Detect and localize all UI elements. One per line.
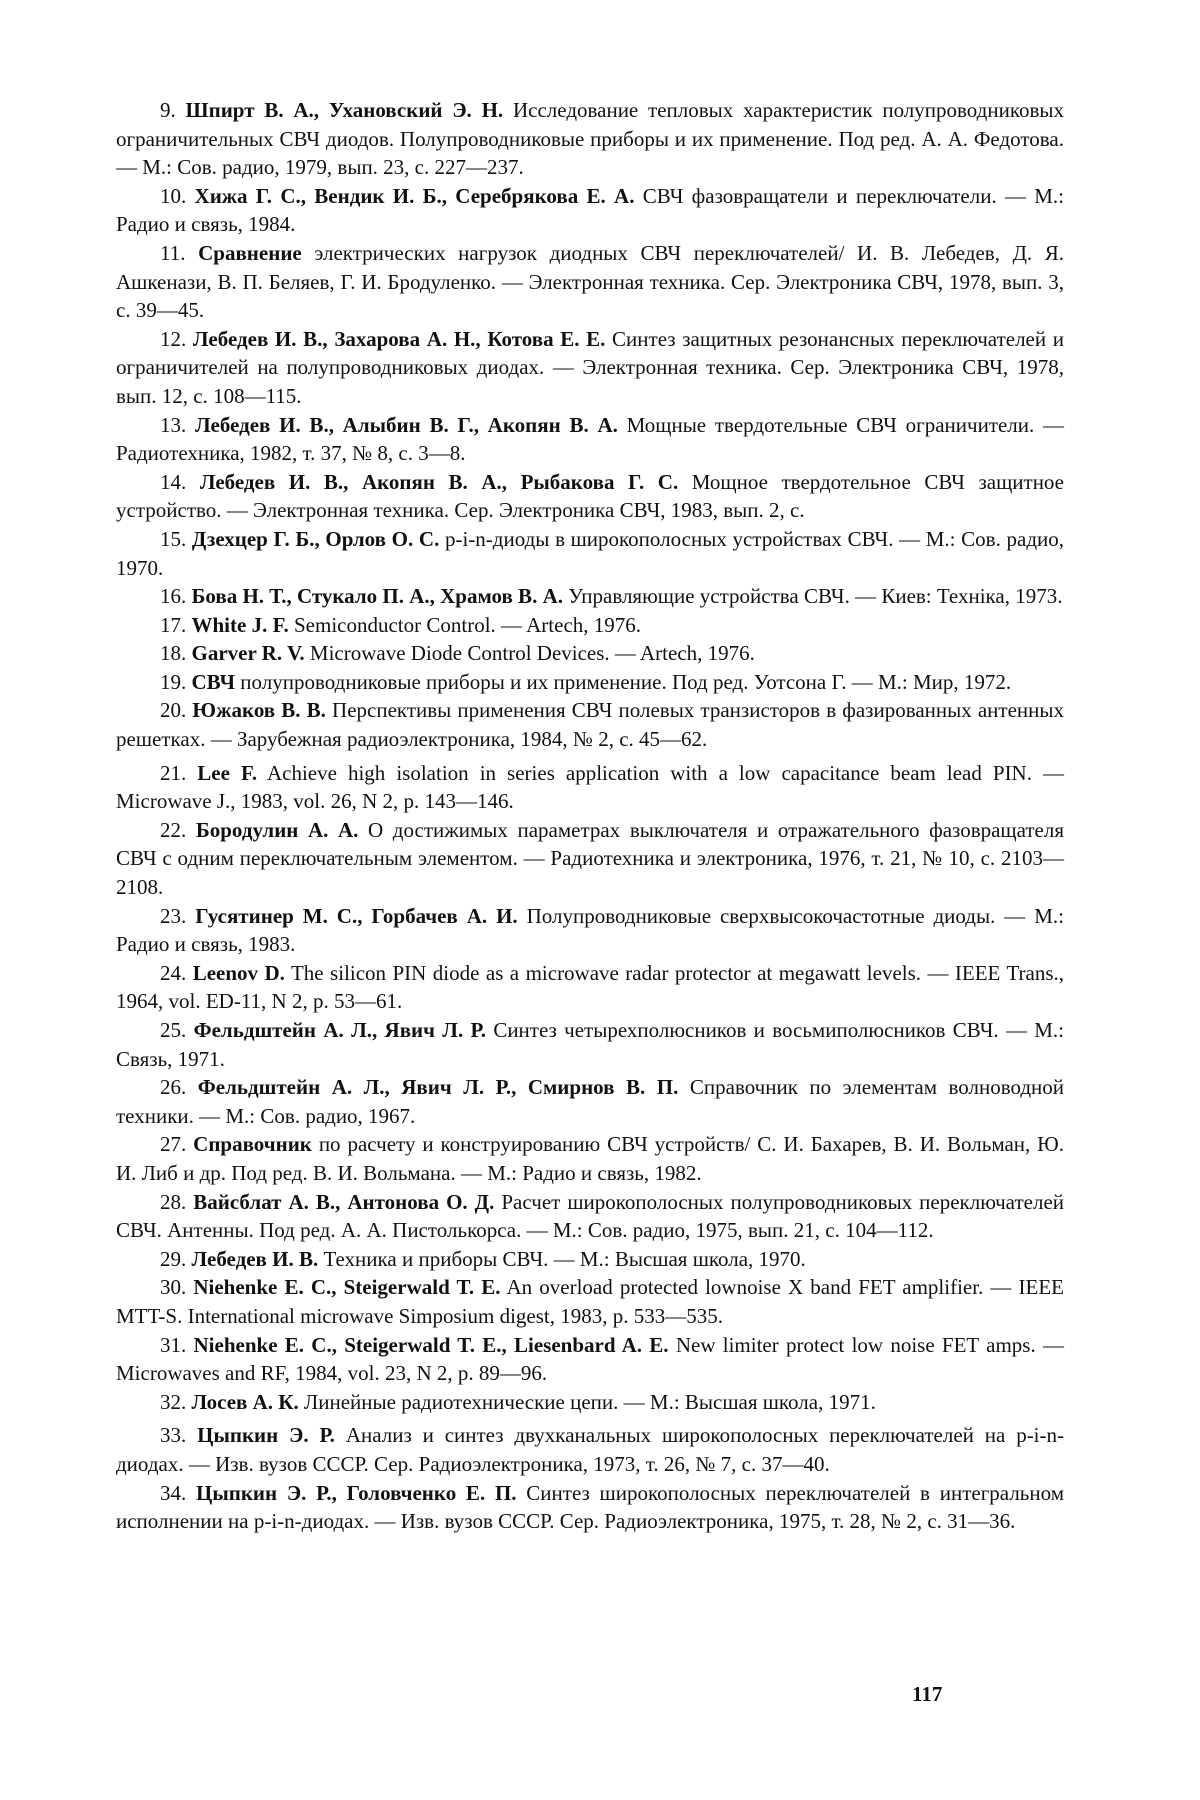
- reference-authors: Lee F.: [197, 760, 258, 785]
- reference-text: p-i-n-диоды в широкополосных устройствах СВЧ. — М.: Сов. радио, 1970.: [116, 526, 1064, 580]
- reference-authors: Лебедев И. В., Захарова А. Н., Котова Е. Е.: [192, 326, 606, 351]
- reference-authors: Niehenke E. C., Steigerwald T. E.: [193, 1275, 501, 1300]
- reference-text: An overload protected lownoise X band FET amplifier. — IEEE MTT-S. International microwave Simposium digest, 1983, p. 533—535.: [116, 1275, 1065, 1328]
- reference-authors: Цыпкин Э. Р., Головченко Е. П.: [196, 1480, 517, 1505]
- reference-text: Полупроводниковые сверхвысокочастотные диоды. — М.: Радио и связь, 1983.: [116, 903, 1064, 957]
- reference-authors: Niehenke E. C., Steigerwald T. E., Liesenbard A. E.: [193, 1332, 669, 1357]
- reference-number: 29.: [160, 1246, 187, 1271]
- reference-item: [116, 1245, 1064, 1274]
- reference-item: [116, 639, 1064, 668]
- reference-number: 9.: [160, 98, 176, 122]
- reference-number: 10.: [160, 183, 187, 208]
- reference-item: [116, 1016, 1064, 1073]
- reference-number: 21.: [160, 760, 187, 785]
- reference-number: 16.: [160, 584, 187, 609]
- reference-item: [116, 1188, 1064, 1245]
- reference-text: Microwave Diode Control Devices. — Artech, 1976.: [309, 641, 755, 666]
- reference-text: СВЧ фазовращатели и переключатели. — М.: Радио и связь, 1984.: [116, 183, 1065, 237]
- reference-authors: Фельдштейн А. Л., Явич Л. Р., Смирнов В. П.: [197, 1075, 679, 1100]
- reference-item: [116, 525, 1064, 582]
- reference-number: 17.: [160, 612, 187, 637]
- reference-item: [116, 468, 1064, 525]
- reference-number: 12.: [160, 326, 187, 351]
- reference-authors: Лебедев И. В., Акопян В. А., Рыбакова Г. С.: [199, 469, 679, 494]
- reference-authors: Лебедев И. В., Алыбин В. Г., Акопян В. А.: [195, 412, 618, 437]
- reference-authors: Цыпкин Э. Р.: [197, 1423, 335, 1448]
- reference-authors: Garver R. V.: [191, 641, 305, 666]
- reference-number: 30.: [160, 1275, 187, 1300]
- reference-authors: Шпирт В. А., Ухановский Э. Н.: [185, 98, 504, 122]
- reference-number: 33.: [160, 1423, 187, 1448]
- reference-item: [116, 1073, 1064, 1130]
- reference-text: Анализ и синтез двухканальных широкополосных переключателей на p-i-n-диодах. — Изв. вузов СССР. Сер. Радиоэлектроника, 1973, т. 26, № 7, с. 37—40.: [116, 1423, 1065, 1476]
- reference-item: [116, 611, 1064, 640]
- page-number: 117: [912, 1682, 943, 1706]
- reference-number: 15.: [160, 526, 187, 551]
- reference-text: Синтез защитных резонансных переключателей и ограничителей на полупроводниковых диодах. — Электронная техника. Сер. Электроника СВЧ, 1978, вып. 12, с. 108—115.: [116, 326, 1065, 408]
- reference-number: 22.: [160, 817, 187, 842]
- reference-item: [116, 1388, 1064, 1417]
- reference-authors: Бова Н. Т., Стукало П. А., Храмов В. А.: [191, 584, 563, 609]
- reference-authors: Гусятинер М. С., Горбачев А. И.: [195, 903, 518, 928]
- reference-text: Справочник по элементам волноводной техники. — М.: Сов. радио, 1967.: [116, 1075, 1065, 1128]
- reference-authors: Вайсблат А. В., Антонова О. Д.: [193, 1189, 495, 1214]
- reference-text: Мощные твердотельные СВЧ ограничители. — Радиотехника, 1982, т. 37, № 8, с. 3—8.: [116, 412, 1065, 466]
- reference-authors: Дзехцер Г. Б., Орлов О. С.: [191, 526, 440, 551]
- reference-item: [116, 696, 1064, 753]
- reference-item: [116, 239, 1064, 325]
- reference-authors: Справочник: [193, 1132, 312, 1157]
- reference-text: Мощное твердотельное СВЧ защитное устройство. — Электронная техника. Сер. Электроника СВЧ, 1983, вып. 2, с.: [116, 469, 1065, 523]
- reference-item: [116, 668, 1064, 697]
- reference-text: Расчет широкополосных полупроводниковых переключателей СВЧ. Антенны. Под ред. А. А. Пистолькорса. — М.: Сов. радио, 1975, вып. 21, с. 104—112.: [116, 1189, 1064, 1243]
- reference-text: Semiconductor Control. — Artech, 1976.: [293, 612, 642, 637]
- reference-number: 26.: [160, 1075, 187, 1100]
- reference-authors: Южаков В. В.: [192, 698, 326, 723]
- reference-number: 23.: [160, 903, 187, 928]
- reference-item: [116, 1273, 1064, 1330]
- reference-text: электрических нагрузок диодных СВЧ переключателей/ И. В. Лебедев, Д. Я. Ашкенази, В. П. Беляев, Г. И. Бродуленко. — Электронная техника. Сер. Электроника СВЧ, 1978, вып. 3, с. 39—45.: [116, 240, 1065, 323]
- reference-authors: Хижа Г. С., Вендик И. Б., Серебрякова Е. А.: [194, 183, 635, 208]
- reference-number: 14.: [160, 469, 187, 494]
- reference-item: [116, 902, 1064, 959]
- reference-item: [116, 182, 1064, 239]
- reference-item: [116, 96, 1064, 182]
- reference-item: [116, 1331, 1064, 1388]
- reference-number: 31.: [160, 1332, 187, 1357]
- reference-number: 28.: [160, 1189, 187, 1214]
- reference-authors: Лосев А. К.: [191, 1389, 299, 1414]
- reference-item: [116, 959, 1064, 1016]
- reference-item: [116, 411, 1064, 468]
- reference-authors: Фельдштейн А. Л., Явич Л. Р.: [193, 1018, 486, 1042]
- reference-item: [116, 759, 1064, 816]
- reference-item: [116, 816, 1064, 902]
- reference-text: полупроводниковые приборы и их применение. Под ред. Уотсона Г. — М.: Мир, 1972.: [240, 669, 1012, 694]
- reference-text: по расчету и конструированию СВЧ устройств/ С. И. Бахарев, В. И. Вольман, Ю. И. Либ и др. Под ред. В. И. Вольмана. — М.: Радио и связь, 1982.: [116, 1132, 1065, 1185]
- reference-number: 34.: [160, 1480, 187, 1505]
- reference-authors: Сравнение: [198, 240, 302, 265]
- reference-number: 20.: [160, 698, 187, 723]
- reference-text: Управляющие устройства СВЧ. — Киев: Техніка, 1973.: [568, 584, 1063, 609]
- reference-text: Исследование тепловых характеристик полупроводниковых ограничительных СВЧ диодов. Полупроводниковые приборы и их применение. Под ред. А. А. Федотова. — М.: Сов. радио, 1979, вып. 23, с. 227—237.: [116, 98, 1065, 180]
- reference-text: Линейные радиотехнические цепи. — М.: Высшая школа, 1971.: [304, 1389, 876, 1414]
- reference-authors: Лебедев И. В.: [191, 1246, 319, 1271]
- reference-text: New limiter protect low noise FET amps. — Microwaves and RF, 1984, vol. 23, N 2, p. 89—96.: [116, 1332, 1064, 1386]
- reference-number: 32.: [160, 1389, 187, 1414]
- reference-number: 27.: [160, 1132, 187, 1157]
- reference-number: 24.: [160, 960, 187, 985]
- reference-number: 25.: [160, 1018, 187, 1042]
- reference-item: [116, 1130, 1064, 1187]
- reference-number: 19.: [160, 669, 187, 694]
- reference-text: The silicon PIN diode as a microwave radar protector at megawatt levels. — IEEE Trans., 1964, vol. ED-11, N 2, p. 53—61.: [116, 960, 1065, 1014]
- reference-item: [116, 1421, 1064, 1478]
- reference-text: Синтез четырехполюсников и восьмиполюсников СВЧ. — М.: Связь, 1971.: [116, 1018, 1065, 1071]
- reference-authors: White J. F.: [191, 612, 289, 637]
- reference-authors: Бородулин А. А.: [195, 817, 359, 842]
- reference-text: Перспективы применения СВЧ полевых транзисторов в фазированных антенных решетках. — Зарубежная радиоэлектроника, 1984, № 2, с. 45—62.: [116, 698, 1065, 752]
- reference-list: [116, 96, 1064, 1536]
- reference-item: [116, 1479, 1064, 1536]
- reference-authors: СВЧ: [191, 669, 236, 694]
- reference-number: 11.: [160, 240, 186, 265]
- reference-number: 13.: [160, 412, 187, 437]
- reference-text: Синтез широкополосных переключателей в интегральном исполнении на p-i-n-диодах. — Изв. вузов СССР. Сер. Радиоэлектроника, 1975, т. 28, № 2, с. 31—36.: [116, 1480, 1064, 1534]
- reference-number: 18.: [160, 641, 187, 666]
- reference-item: [116, 582, 1064, 611]
- reference-authors: Leenov D.: [192, 960, 285, 985]
- reference-text: Achieve high isolation in series application with a low capacitance beam lead PIN. — Microwave J., 1983, vol. 26, N 2, p. 143—146.: [116, 760, 1065, 814]
- reference-text: Техника и приборы СВЧ. — М.: Высшая школа, 1970.: [323, 1246, 806, 1271]
- reference-item: [116, 325, 1064, 411]
- reference-text: О достижимых параметрах выключателя и отражательного фазовращателя СВЧ с одним переключательным элементом. — Радиотехника и электроника, 1976, т. 21, № 10, с. 2103—2108.: [116, 817, 1065, 900]
